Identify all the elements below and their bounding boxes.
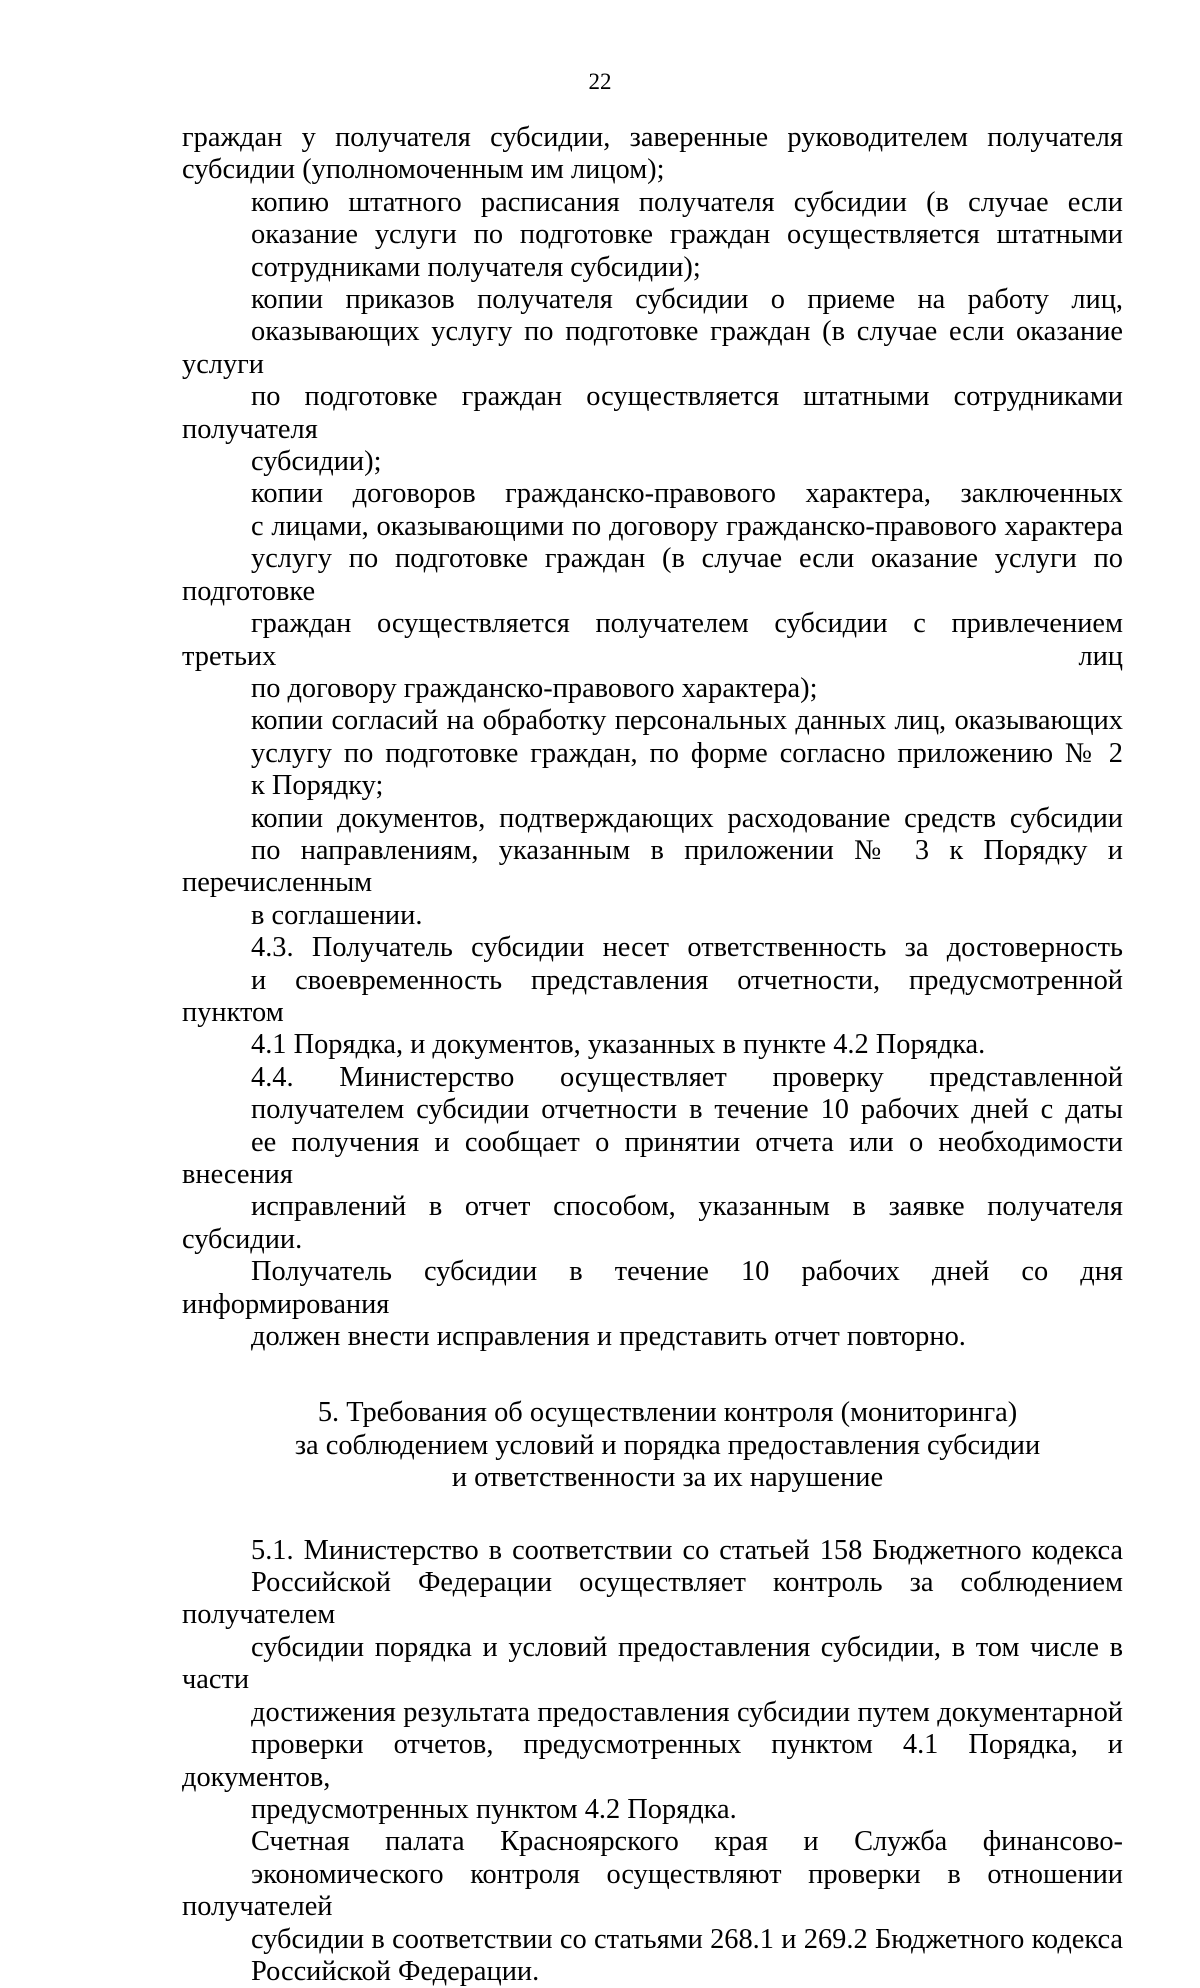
text-line: Получатель субсидии в течение 10 рабочих дней со дня информирования — [182, 1256, 1123, 1320]
text-line: экономического контроля осуществляют проверки в отношении получателей — [182, 1858, 1123, 1923]
text-line: предусмотренных пунктом 4.2 Порядка. — [251, 1793, 737, 1825]
text-line: с лицами, оказывающими по договору гражданско-правового характера — [251, 510, 1123, 542]
text-line: копию штатного расписания получателя субсидии (в случае если — [251, 186, 1123, 218]
text-line: в соглашении. — [251, 899, 423, 931]
paragraph — [182, 932, 1123, 1062]
text-line: Российской Федерации. — [251, 1955, 540, 1987]
paragraph — [182, 187, 1123, 284]
text-line: к Порядку; — [251, 770, 384, 802]
text-line: 4.3. Получатель субсидии несет ответственность за достоверность — [251, 932, 1123, 964]
paragraph — [182, 1535, 1123, 1827]
heading-line: за соблюдением условий и порядка предоставления субсидии — [294, 1429, 1041, 1461]
paragraph — [182, 1256, 1123, 1353]
heading-line: 5. Требования об осуществлении контроля (мониторинга) — [317, 1397, 1018, 1429]
text-line: исправлений в отчет способом, указанным в заявке получателя субсидии. — [182, 1191, 1123, 1255]
text-line: 4.1 Порядка, и документов, указанных в пункте 4.2 Порядка. — [251, 1029, 986, 1061]
text-line: субсидии в соответствии со статьями 268.1 и 269.2 Бюджетного кодекса — [251, 1923, 1123, 1955]
text-line: получателем субсидии отчетности в течение 10 рабочих дней с даты — [251, 1094, 1123, 1126]
text-line: копии приказов получателя субсидии о приеме на работу лиц, — [251, 284, 1123, 316]
text-line: сотрудниками получателя субсидии); — [251, 251, 701, 283]
text-line: услугу по подготовке граждан (в случае если оказание услуги по подготовке — [182, 543, 1123, 607]
text-line: копии согласий на обработку персональных данных лиц, оказывающих — [251, 705, 1123, 737]
paragraph — [182, 705, 1123, 802]
section-5-heading — [182, 1397, 1123, 1494]
text-line: по подготовке граждан осуществляется штатными сотрудниками получателя — [182, 381, 1123, 445]
text-line: копии документов, подтверждающих расходование средств субсидии — [251, 802, 1123, 834]
text-line: копии договоров гражданско-правового характера, заключенных — [251, 478, 1123, 510]
text-line: 4.4. Министерство осуществляет проверку представленной — [251, 1061, 1123, 1093]
text-line: по договору гражданско-правового характера); — [251, 672, 818, 704]
paragraph — [182, 478, 1123, 705]
text-line: субсидии порядка и условий предоставления субсидии, в том числе в части — [182, 1631, 1123, 1696]
text-line: оказывающих услугу по подготовке граждан (в случае если оказание услуги — [182, 316, 1123, 380]
text-line: услугу по подготовке граждан, по форме согласно приложению № 2 — [251, 737, 1123, 769]
text-line: по направлениям, указанным в приложении № 3 к Порядку и перечисленным — [182, 834, 1123, 899]
text-line: должен внести исправления и представить отчет повторно. — [251, 1321, 966, 1353]
text-line: субсидии); — [251, 446, 382, 478]
paragraph — [182, 122, 1123, 187]
section-5-paragraphs — [182, 1535, 1123, 1988]
text-line: 5.1. Министерство в соответствии со статьей 158 Бюджетного кодекса — [251, 1534, 1123, 1566]
paragraph — [182, 284, 1123, 478]
section-4-paragraphs — [182, 122, 1123, 1353]
text-line: субсидии (уполномоченным им лицом); — [182, 154, 665, 186]
text-line: проверки отчетов, предусмотренных пунктом 4.1 Порядка, и документов, — [182, 1729, 1123, 1793]
text-line: достижения результата предоставления субсидии путем документарной — [251, 1696, 1123, 1728]
text-line: Российской Федерации осуществляет контроль за соблюдением получателем — [182, 1567, 1123, 1631]
heading-line: и ответственности за их нарушение — [451, 1462, 884, 1494]
text-line: граждан осуществляется получателем субсидии с привлечением третьих лиц — [182, 608, 1123, 672]
text-line: и своевременность представления отчетности, предусмотренной пунктом — [182, 964, 1123, 1028]
text-line: граждан у получателя субсидии, заверенные руководителем получателя — [182, 122, 1123, 153]
page-number: 22 — [588, 69, 612, 94]
text-line: ее получения и сообщает о принятии отчета или о необходимости внесения — [182, 1126, 1123, 1190]
paragraph — [182, 1062, 1123, 1256]
paragraph — [182, 803, 1123, 933]
text-line: оказание услуги по подготовке граждан осуществляется штатными — [251, 219, 1123, 251]
paragraph — [182, 1826, 1123, 1988]
text-line: Счетная палата Красноярского края и Служба финансово- — [251, 1826, 1123, 1858]
document-body — [182, 122, 1123, 1988]
